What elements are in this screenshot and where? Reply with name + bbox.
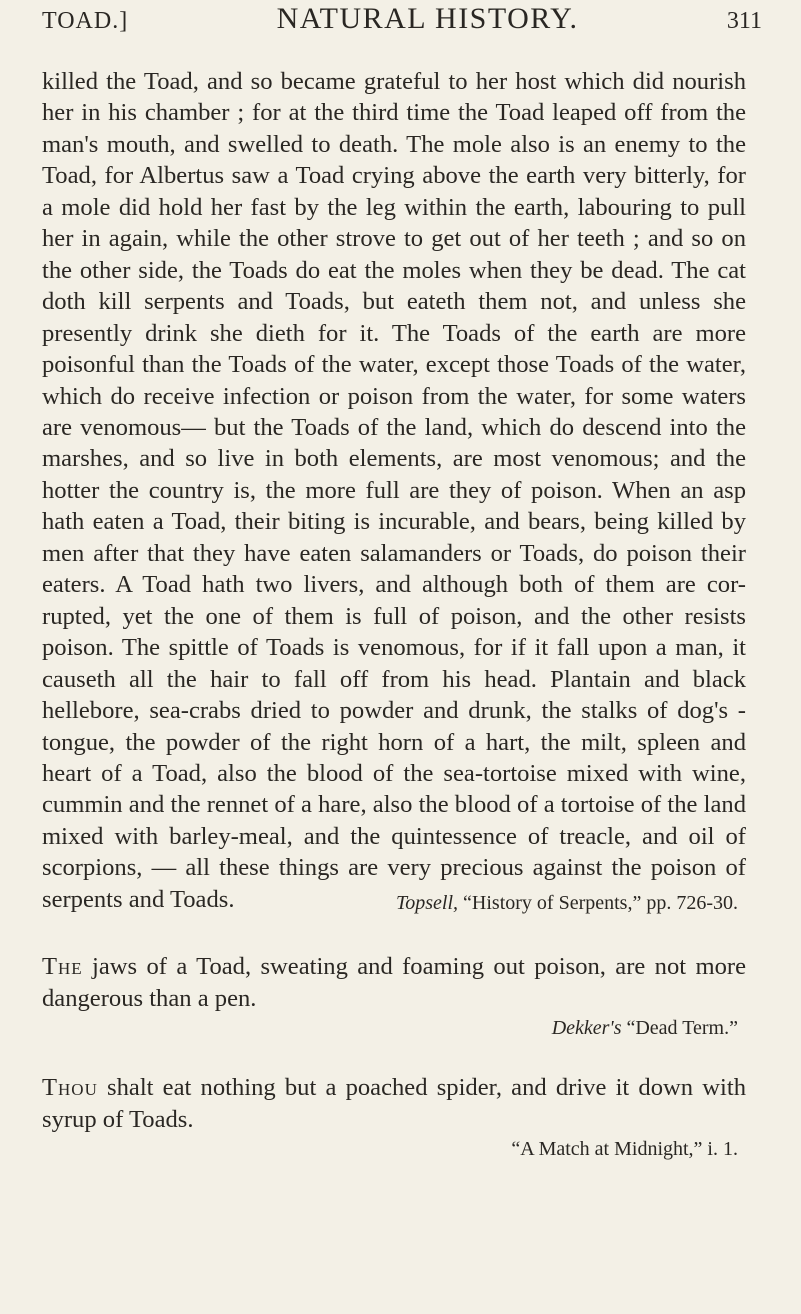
dekker-citation [42,1014,746,1042]
citation-author: Topsell, [395,892,459,915]
citation-author: Dekker's [551,1017,622,1040]
citation-work: “History of Serpents,” pp. 726-30. [463,892,738,915]
page-number: 311 [726,8,762,34]
quote-lead-word: The [42,953,83,981]
section-label: TOAD.] [42,8,129,34]
quote-text: jaws of a Toad, sweating and foaming out poison, are not more dangerous than a pen. [42,953,746,1012]
quote-text: shalt eat nothing but a poached spider, and drive it down with syrup of Toads. [42,1074,746,1133]
citation-work: “Dead Term.” [626,1017,738,1040]
main-paragraph: killed the Toad, and so became grateful to her host which did nourish her in his chamber ; for at the third time the Toad leaped off from the man's mouth, and swelled to death. The mole also is an enemy to the Toad, for Albertus saw a Toad crying above the earth very bitterly, for a mole did hold her fast by the leg within the earth, labouring to pull her in again, while the other strove to get out of her teeth ; and so on the other side, the Toads do eat the moles when they be dead. The cat doth kill serpents and Toads, but eateth them not, and unless she presently drink she dieth for it. The Toads of the earth are more poisonful than the Toads of the water, except those Toads of the water, which do receive infection or poison from the water, for some waters are venomous— but the Toads of the land, which do descend into the marshes, and so live in both elements, are most venomous; and the hotter the country is, the more full are they of poison. When an asp hath eaten a Toad, their biting is incurable, and bears, being killed by men after that they have eaten salamanders or Toads, do poison their eaters. A Toad hath two livers, and although both of them are cor- rupted, yet the one of them is full of poison, and the other resists poison. The spittle of Toads is venomous, for if it fall upon a man, it causeth all the hair to fall off from his head. Plantain and black hellebore, sea-crabs dried to powder and drunk, the stalks of dog's - tongue, the powder of the right horn of a hart, the milt, spleen and heart of a Toad, also the blood of the sea-tortoise mixed with wine, cummin and the rennet of a hare, also the blood of a tortoise of the land mixed with barley-meal, and the quintessence of treacle, and oil of scorpions, — all these things are very precious against the poison of serpents and Toads. [42,68,746,913]
running-head [42,2,762,50]
citation-source: “A Match at Midnight,” i. 1. [511,1138,738,1161]
match-citation [42,1135,746,1163]
page-title: NATURAL HISTORY. [276,2,579,35]
dekker-quote [42,951,746,1014]
quote-lead-word: Thou [42,1074,98,1102]
page-body [42,66,746,1163]
match-quote [42,1072,746,1135]
